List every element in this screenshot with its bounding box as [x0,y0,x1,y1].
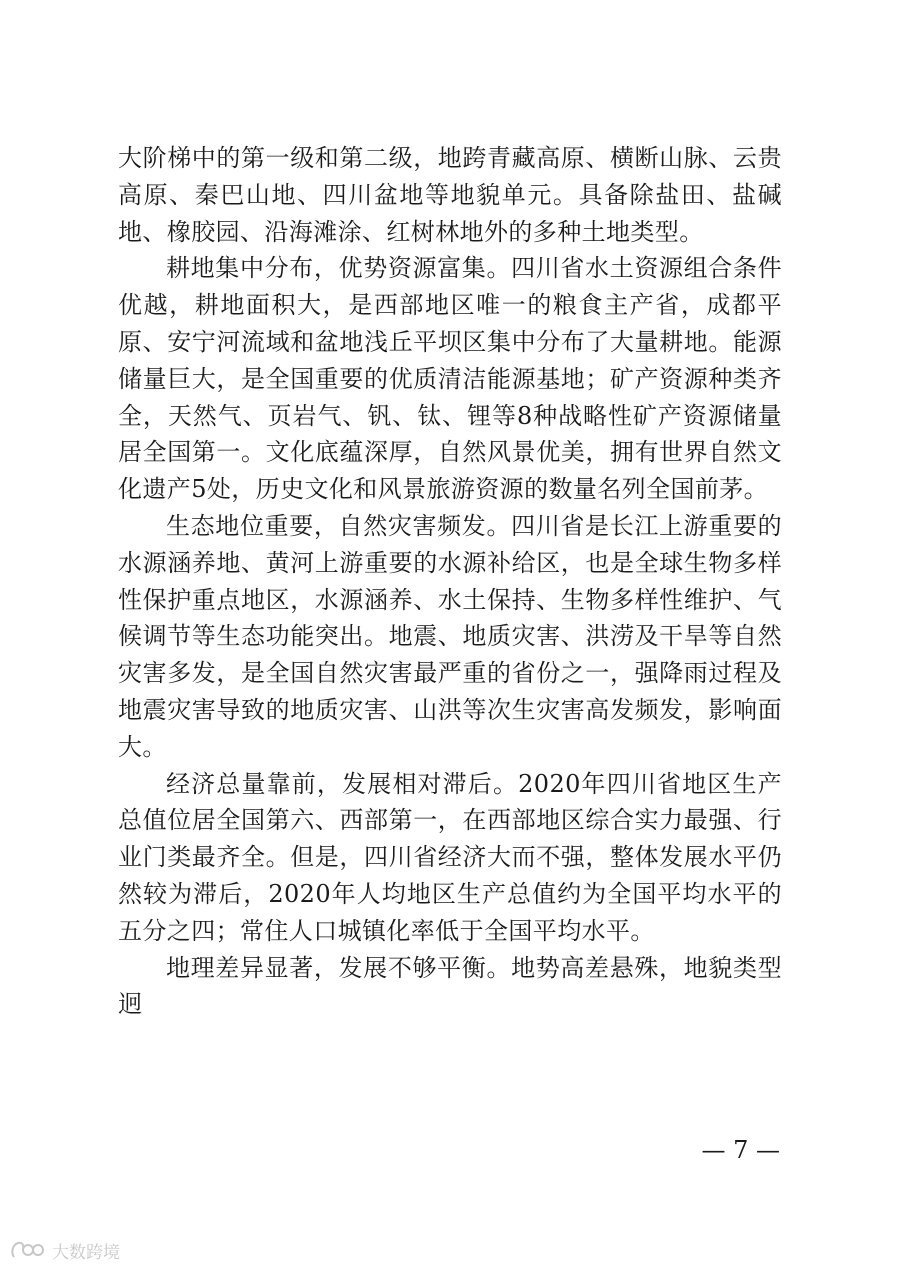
paragraph-terrain: 大阶梯中的第一级和第二级，地跨青藏高原、横断山脉、云贵高原、秦巴山地、四川盆地等地貌单元。具备除盐田、盐碱地、橡胶园、沿海滩涂、红树林地外的多种土地类型。 [118,144,782,246]
watermark [10,1237,120,1263]
paragraph-geography: 地理差异显著，发展不够平衡。地势高差悬殊，地貌类型迥 [118,953,782,1019]
brand-logo-icon [10,1239,46,1261]
paragraph-resources: 耕地集中分布，优势资源富集。四川省水土资源组合条件优越，耕地面积大，是西部地区唯一的粮食主产省，成都平原、安宁河流域和盆地浅丘平坝区集中分布了大量耕地。能源储量巨大，是全国重要的优质清洁能源基地；矿产资源种类齐全，天然气、页岩气、钒、钛、锂等8种战略性矿产资源储量居全国第一。文化底蕴深厚，自然风景优美，拥有世界自然文化遗产5处，历史文化和风景旅游资源的数量名列全国前茅。 [118,254,782,504]
paragraph-economy: 经济总量靠前，发展相对滞后。2020年四川省地区生产总值位居全国第六、西部第一，在西部地区综合实力最强、行业门类最齐全。但是，四川省经济大而不强，整体发展水平仍然较为滞后，2020年人均地区生产总值约为全国平均水平的五分之四；常住人口城镇化率低于全国平均水平。 [118,769,782,945]
paragraph-ecology: 生态地位重要，自然灾害频发。四川省是长江上游重要的水源涵养地、黄河上游重要的水源补给区，也是全球生物多样性保护重点地区，水源涵养、水土保持、生物多样性维护、气候调节等生态功能突出。地震、地质灾害、洪涝及干旱等自然灾害多发，是全国自然灾害最严重的省份之一，强降雨过程及地震灾害导致的地质灾害、山洪等次生灾害高发频发，影响面大。 [118,511,782,761]
watermark-text: 大数跨境 [52,1242,120,1263]
document-body [118,140,782,1023]
page-number: — 7 — [701,1136,780,1164]
